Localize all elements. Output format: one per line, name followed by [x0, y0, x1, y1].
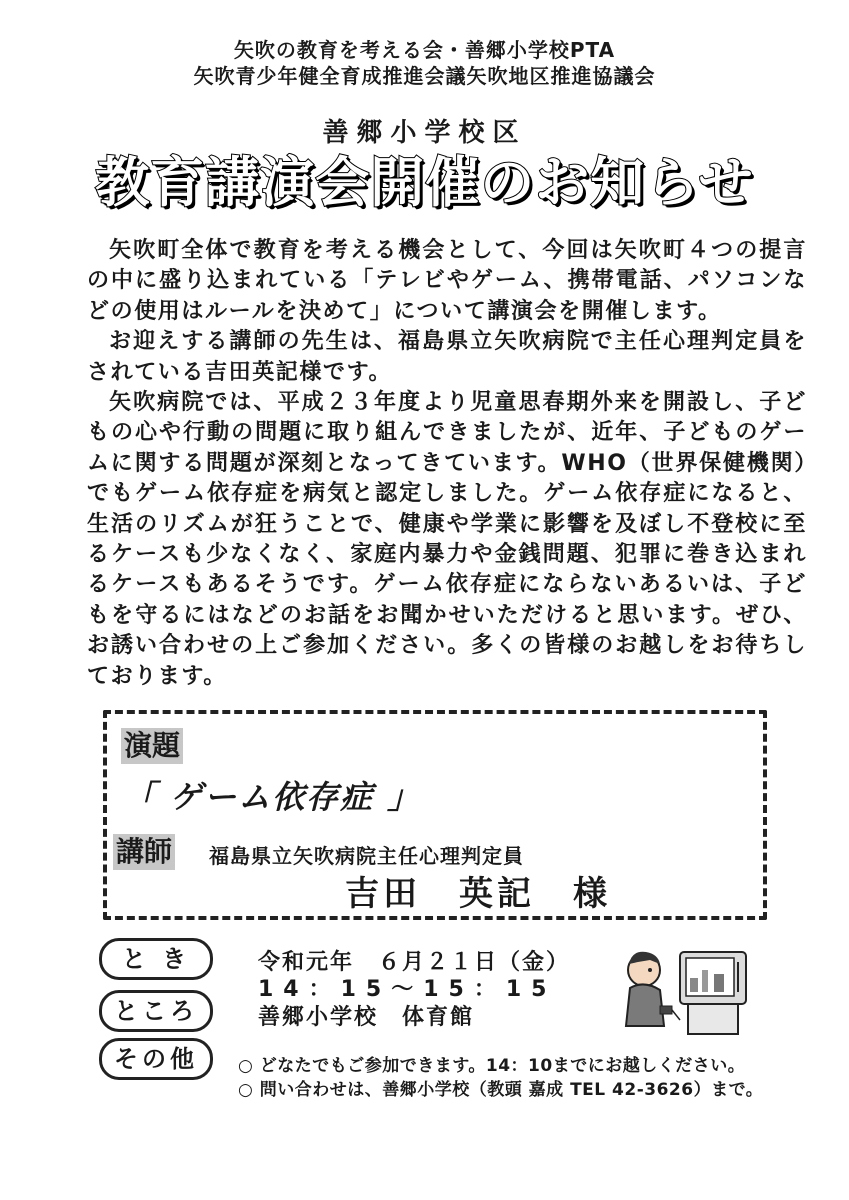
- body-paragraph-2: お迎えする講師の先生は、福島県立矢吹病院で主任心理判定員をされている吉田英記様です。: [87, 329, 807, 385]
- body-paragraph-1: 矢吹町全体で教育を考える機会として、今回は矢吹町４つの提言の中に盛り込まれている「テレビやゲーム、携帯電話、パソコンなどの使用はルールを決めて」について講演会を開催します。: [87, 238, 807, 324]
- page-title: 教育講演会開催のお知らせ: [95, 151, 754, 214]
- body-paragraph-3: 矢吹病院では、平成２３年度より児童思春期外来を開設し、子どもの心や行動の問題に取り組んできましたが、近年、子どものゲームに関する問題が深刻となってきています。WHO（世界保健機関）でもゲーム依存症を病気と認定しました。ゲーム依存症になると、生活のリズムが狂うことで、健康や学業に影響を及ぼし不登校に至るケースも少なくなく、家庭内暴力や金銭問題、犯罪に巻き込まれるケースもあるそうです。ゲーム依存症にならないあるいは、子どもを守るにはなどのお話をお聞かせいただけると思います。ぜひ、お誘い合わせの上ご参加ください。多くの皆様のお越しをお待ちしております。: [87, 390, 807, 689]
- topic-label: 演題: [121, 728, 183, 764]
- event-date: 令和元年 ６月２１日（金）: [258, 950, 571, 975]
- where-label: ところ: [99, 990, 213, 1032]
- district-subtitle: 善郷小学校区: [322, 118, 527, 148]
- lecturer-label: 講師: [113, 834, 175, 870]
- note-contact: ○ 問い合わせは、善郷小学校（教頭 嘉成 TEL 42-3626）まで。: [238, 1080, 764, 1100]
- lecture-topic: 「 ゲーム依存症 」: [123, 778, 422, 816]
- when-label: と き: [99, 938, 213, 980]
- note-participation: ○ どなたでもご参加できます。14：10までにお越しください。: [238, 1056, 746, 1076]
- child-playing-game-illustration: [620, 940, 755, 1040]
- lecturer-role: 福島県立矢吹病院主任心理判定員: [209, 844, 524, 868]
- event-time: 14：15～15：15: [258, 977, 557, 1002]
- organizer-line-2: 矢吹青少年健全育成推進会議矢吹地区推進協議会: [193, 64, 656, 88]
- body-text: [87, 236, 807, 692]
- lecturer-name: 吉田 英記 様: [345, 874, 611, 914]
- tv-icon: [680, 952, 746, 1034]
- event-place: 善郷小学校 体育館: [258, 1005, 475, 1030]
- lecture-info-box: [103, 710, 767, 920]
- other-label: その他: [99, 1038, 213, 1080]
- boy-icon: [626, 952, 680, 1026]
- organizer-line-1: 矢吹の教育を考える会・善郷小学校PTA: [233, 38, 616, 62]
